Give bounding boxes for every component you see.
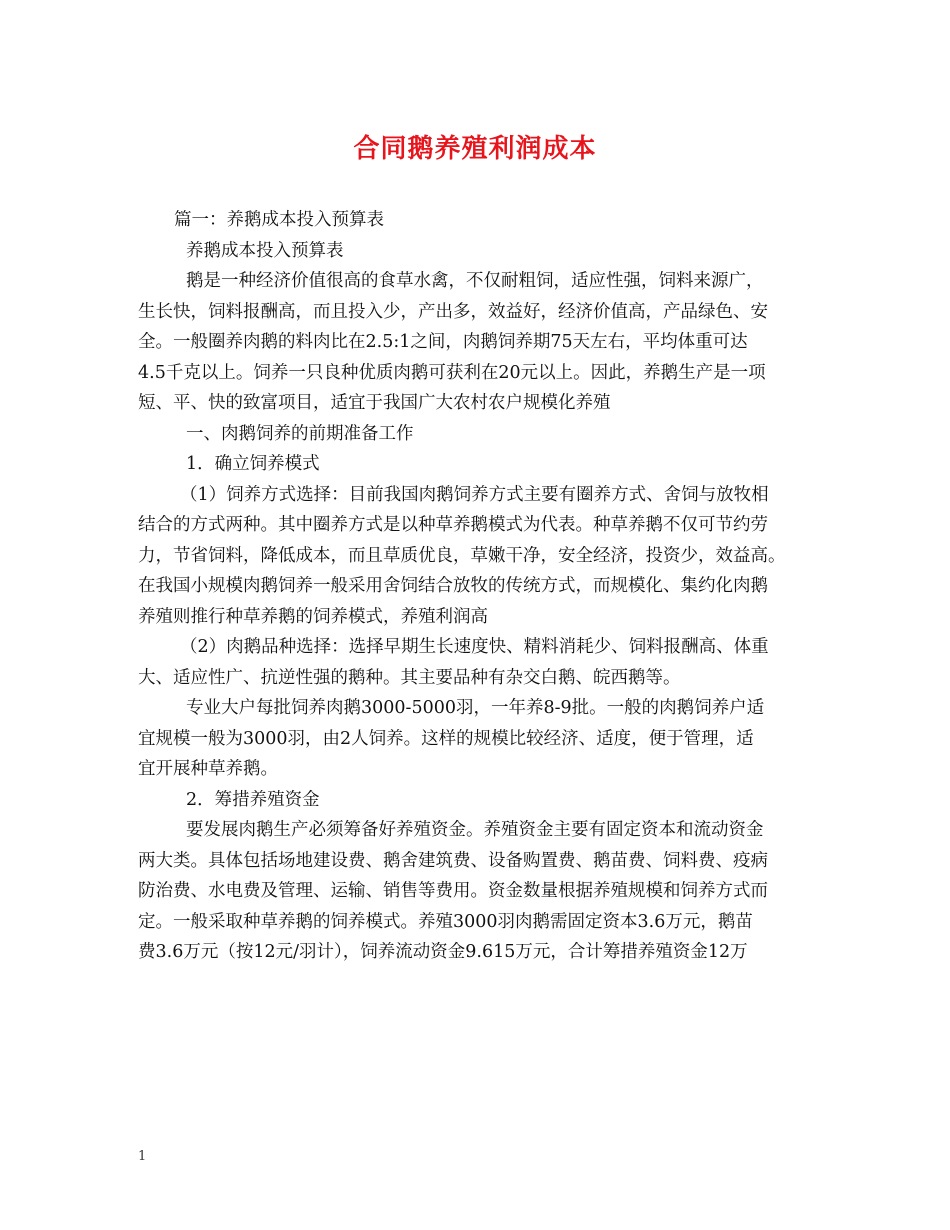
text-line: 生长快，饲料报酬高，而且投入少，产出多，效益好，经济价值高，产品绿色、安 bbox=[138, 301, 768, 322]
text-line: 要发展肉鹅生产必须筹备好养殖资金。养殖资金主要有固定资本和流动资金 bbox=[186, 820, 764, 840]
text-line: 全。一般圈养肉鹅的料肉比在2.5:1之间，肉鹅饲养期75天左右，平均体重可达 bbox=[138, 332, 748, 352]
text-line: 宜规模一般为3000羽，由2人饲养。这样的规模比较经济、适度，便于管理，适 bbox=[138, 728, 754, 749]
text-line: （2）肉鹅品种选择：选择早期生长速度快、精料消耗少、饲料报酬高、体重 bbox=[180, 637, 769, 657]
text-line: 大、适应性广、抗逆性强的鹅种。其主要品种有杂交白鹅、皖西鹅等。 bbox=[138, 667, 681, 688]
page-number: 1 bbox=[138, 1149, 147, 1164]
text-line: 结合的方式两种。其中圈养方式是以种草养鹅模式为代表。种草养鹅不仅可节约劳 bbox=[138, 515, 768, 535]
text-line: 养殖则推行种草养鹅的饲养模式，养殖利润高 bbox=[138, 606, 488, 627]
document-body bbox=[138, 205, 828, 968]
text-line: （1）饲养方式选择：目前我国肉鹅饲养方式主要有圈养方式、舍饲与放牧相 bbox=[180, 484, 769, 505]
text-line: 费3.6万元（按12元/羽计），饲养流动资金9.615万元，合计筹措养殖资金12万 bbox=[138, 942, 748, 962]
document-title: 合同鹅养殖利润成本 bbox=[353, 134, 597, 164]
text-line: 短、平、快的致富项目，适宜于我国广大农村农户规模化养殖 bbox=[138, 393, 611, 413]
text-line: 一、肉鹅饲养的前期准备工作 bbox=[186, 423, 414, 444]
text-line: 4.5千克以上。饲养一只良种优质肉鹅可获利在20元以上。因此，养鹅生产是一项 bbox=[138, 362, 766, 383]
text-line: 宜开展种草养鹅。 bbox=[138, 759, 278, 779]
text-line: 两大类。具体包括场地建设费、鹅舍建筑费、设备购置费、鹅苗费、饲料费、疫病 bbox=[138, 850, 768, 871]
text-line: 防治费、水电费及管理、运输、销售等费用。资金数量根据养殖规模和饲养方式而 bbox=[138, 881, 768, 901]
text-line: 1．确立饲养模式 bbox=[186, 454, 320, 474]
text-line: 鹅是一种经济价值很高的食草水禽，不仅耐粗饲，适应性强，饲料来源广， bbox=[186, 271, 764, 291]
text-line: 2．筹措养殖资金 bbox=[186, 789, 320, 810]
text-line: 在我国小规模肉鹅饲养一般采用舍饲结合放牧的传统方式，而规模化、集约化肉鹅 bbox=[138, 576, 768, 596]
text-line: 力，节省饲料，降低成本，而且草质优良，草嫩干净，安全经济，投资少，效益高。 bbox=[138, 545, 786, 566]
text-line: 专业大户每批饲养肉鹅3000-5000羽，一年养8-9批。一般的肉鹅饲养户适 bbox=[186, 698, 765, 718]
text-line: 篇一：养鹅成本投入预算表 bbox=[174, 210, 384, 230]
text-line: 定。一般采取种草养鹅的饲养模式。养殖3000羽肉鹅需固定资本3.6万元，鹅苗 bbox=[138, 911, 753, 932]
text-line: 养鹅成本投入预算表 bbox=[186, 240, 344, 261]
